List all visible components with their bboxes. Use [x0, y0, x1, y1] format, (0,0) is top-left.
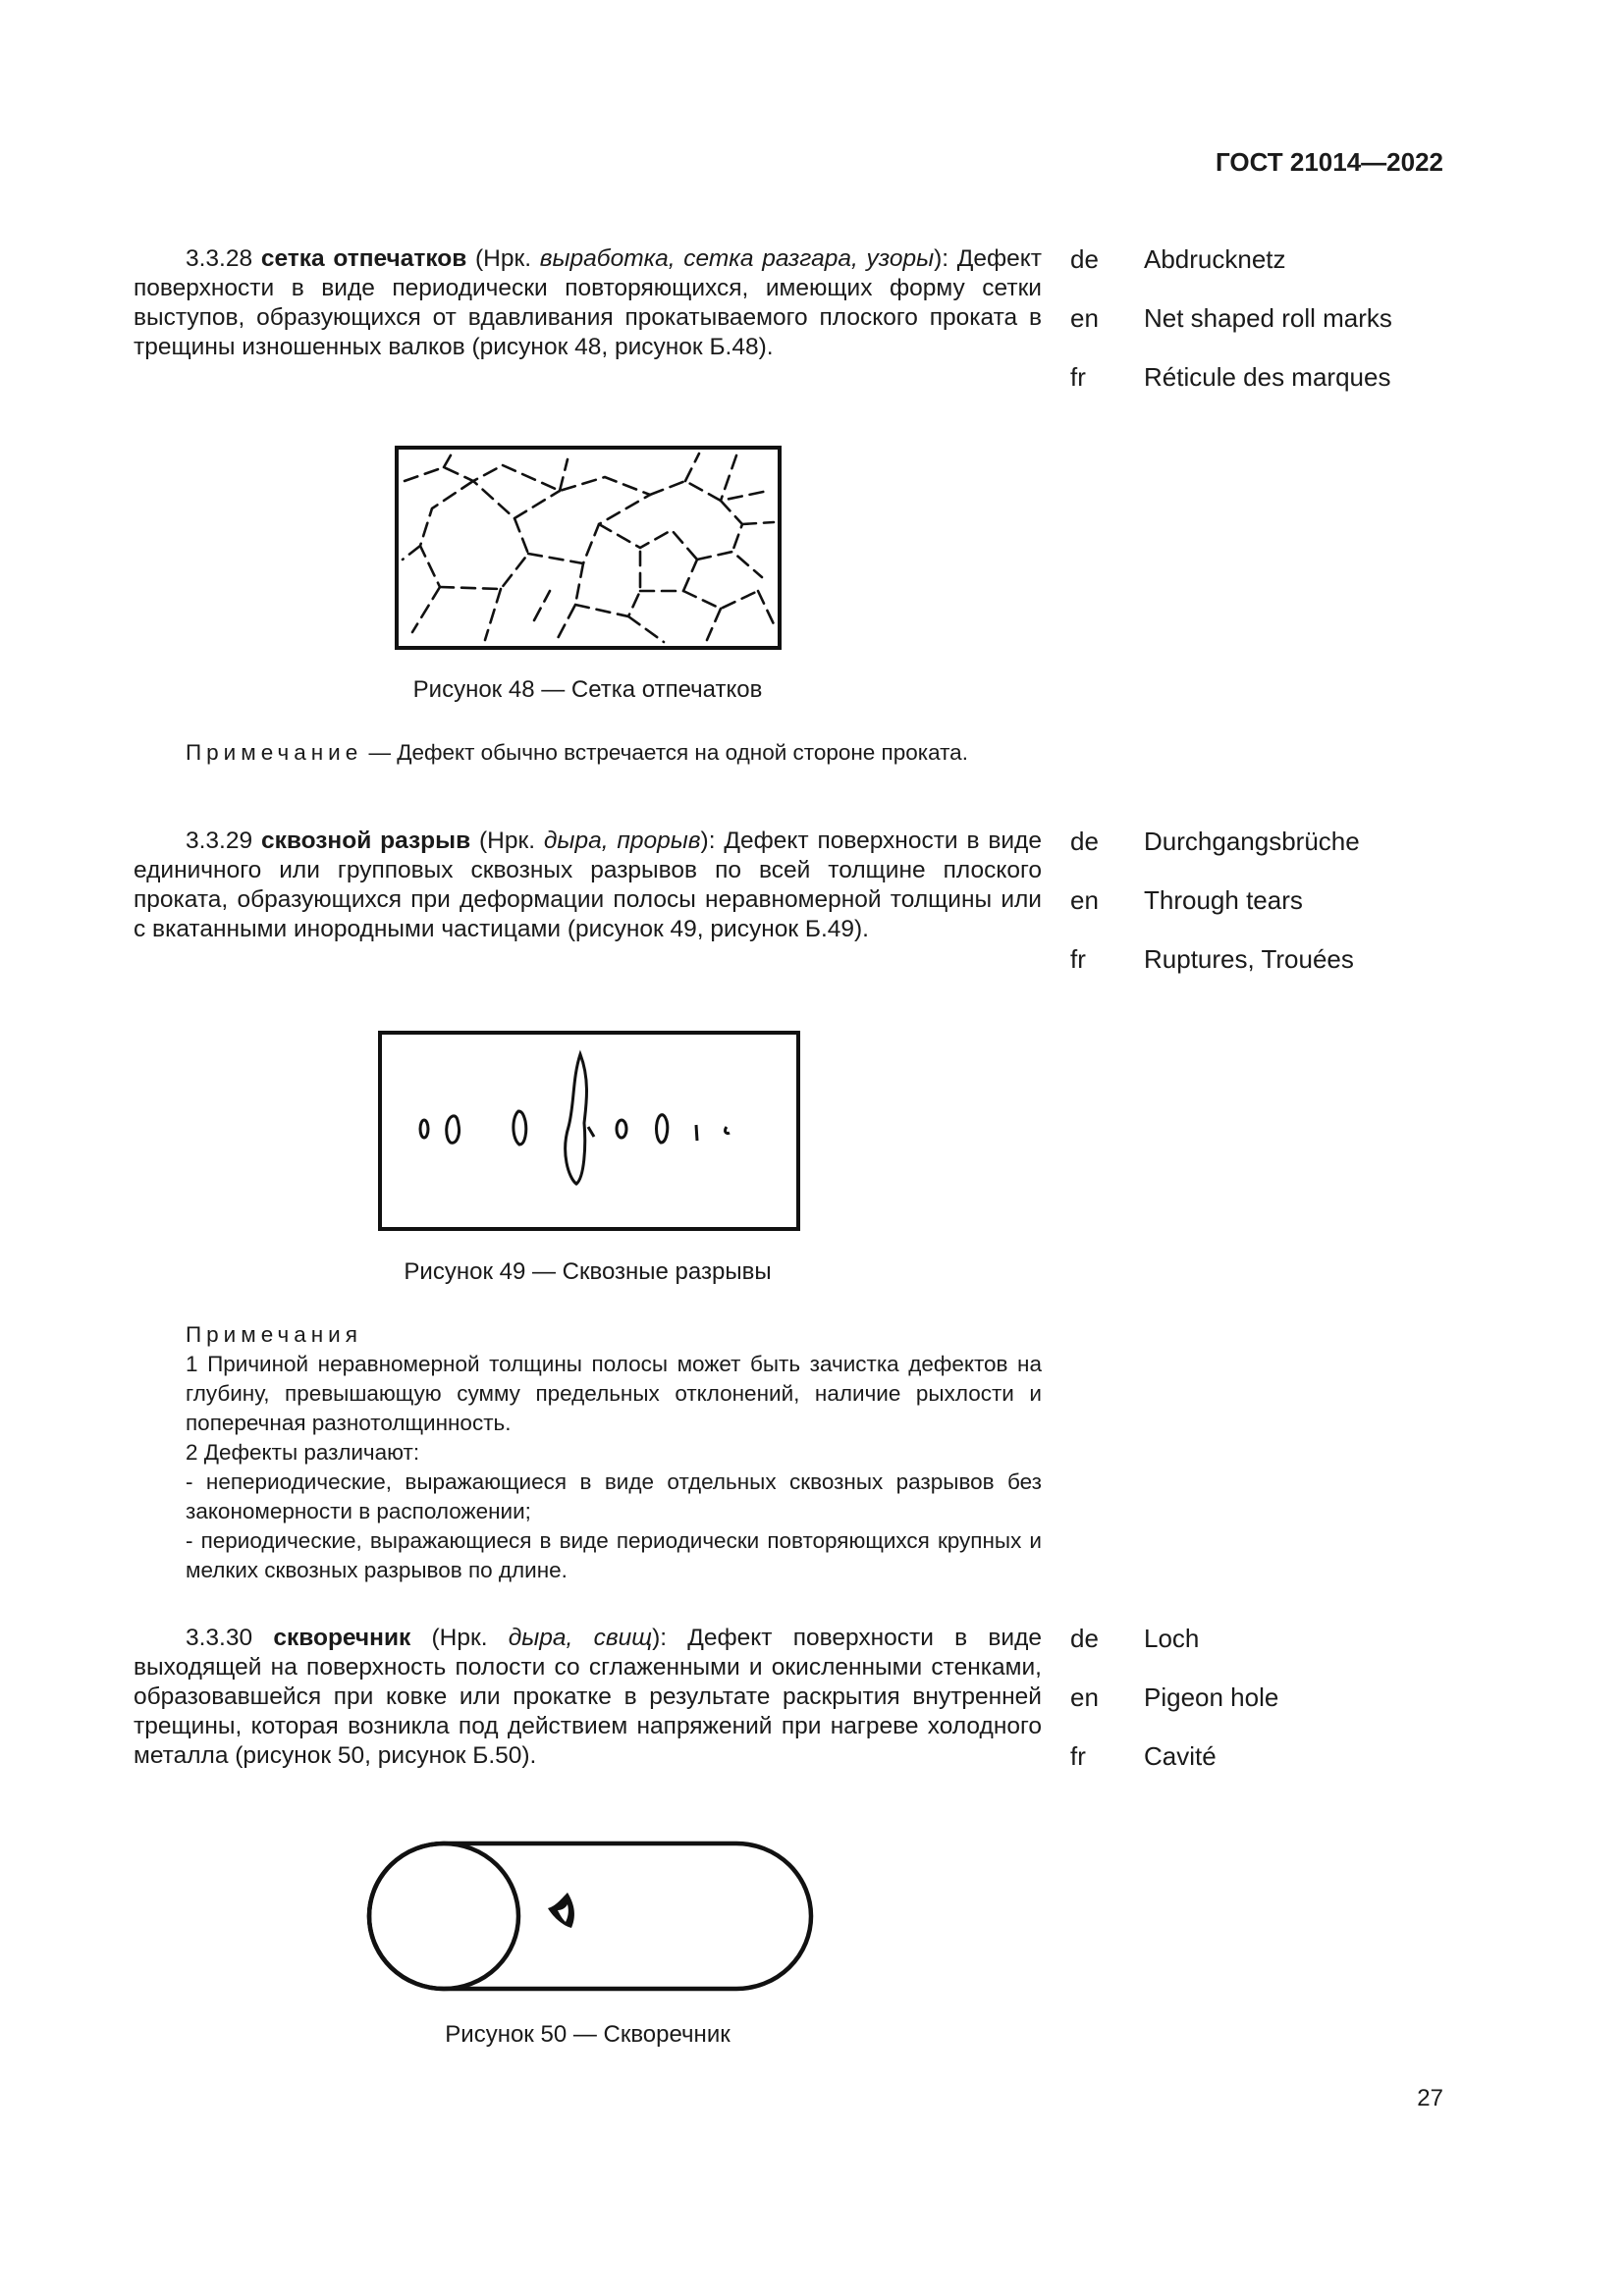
- nonrecommended-terms: выработка, сетка разгара, узоры: [539, 245, 935, 272]
- translation-term: Loch: [1144, 1624, 1200, 1653]
- term-number: 3.3.28: [186, 245, 253, 272]
- translation-term: Abdrucknetz: [1144, 244, 1286, 274]
- figure-48-net-pattern: [393, 444, 785, 652]
- term-title: сетка отпечатков: [260, 245, 467, 272]
- lang-code: fr: [1070, 362, 1086, 392]
- definition-3-3-30: [134, 1624, 1042, 1771]
- lang-code: de: [1070, 244, 1099, 274]
- figure-49-through-tears: [376, 1029, 802, 1233]
- definition-text: ): Дефект поверхности в виде единичного или групповых сквозных разрывов по всей толщине плоского проката, образующихся при деформации полосы неравномерной толщины или с вкатанными инородными частицами (рисунок 49, рисунок Б.49).: [134, 828, 1042, 942]
- translations-3-3-29: [1070, 827, 1463, 1003]
- note-item-1: 1 Причиной неравномерной толщины полосы может быть зачистка дефектов на глубину, превышающую сумму предельных отклонений, наличие рыхлости и поперечная разнотолщинность.: [186, 1352, 1042, 1435]
- term-number: 3.3.29: [186, 828, 253, 854]
- notes-3-3-29: [134, 1320, 1042, 1585]
- translation-term: Net shaped roll marks: [1144, 303, 1392, 333]
- note-item-2: 2 Дефекты различают:: [186, 1440, 420, 1465]
- lang-code: en: [1070, 885, 1099, 915]
- definition-text: ): Дефект поверхности в виде выходящей на поверхность полости со сглаженными и окисленными стенками, образовавшейся при ковке или прокатке в результате раскрытия внутренней трещины, которая возникла под действием напряжений при нагреве холодного металла (рисунок 50, рисунок Б.50).: [134, 1625, 1042, 1769]
- nrk-open: (Нрк.: [466, 245, 540, 272]
- translation-term: Pigeon hole: [1144, 1682, 1279, 1712]
- figure-49-caption: Рисунок 49 — Сквозные разрывы: [404, 1258, 772, 1285]
- note-label: Примечание: [186, 740, 363, 765]
- note-3-3-28: [134, 738, 1042, 768]
- translation-term: Réticule des marques: [1144, 362, 1391, 392]
- page-number: 27: [1417, 2085, 1443, 2111]
- translations-3-3-28: [1070, 244, 1463, 421]
- figure-48-caption: Рисунок 48 — Сетка отпечатков: [412, 676, 763, 703]
- term-title: скворечник: [273, 1625, 411, 1651]
- lang-code: de: [1070, 827, 1099, 856]
- lang-code: en: [1070, 303, 1099, 333]
- lang-code: fr: [1070, 1741, 1086, 1771]
- figure-50-pigeon-hole: [361, 1838, 819, 1995]
- definition-3-3-28: [134, 244, 1042, 362]
- nrk-open: (Нрк.: [410, 1625, 509, 1651]
- document-standard-header: ГОСТ 21014—2022: [1216, 147, 1443, 177]
- translations-3-3-30: [1070, 1624, 1463, 1800]
- nonrecommended-terms: дыра, прорыв: [543, 828, 701, 854]
- lang-code: de: [1070, 1624, 1099, 1653]
- translation-term: Through tears: [1144, 885, 1303, 915]
- lang-code: en: [1070, 1682, 1099, 1712]
- note-item-4: - периодические, выражающиеся в виде периодически повторяющихся крупных и мелких сквозных разрывов по длине.: [186, 1528, 1042, 1582]
- translation-term: Ruptures, Trouées: [1144, 944, 1354, 974]
- nonrecommended-terms: дыра, свищ: [508, 1625, 653, 1651]
- term-title: сквозной разрыв: [260, 828, 471, 854]
- figure-50-caption: Рисунок 50 — Скворечник: [445, 2021, 731, 2048]
- note-item-3: - непериодические, выражающиеся в виде отдельных сквозных разрывов без закономерности в расположении;: [186, 1469, 1042, 1523]
- note-text: — Дефект обычно встречается на одной стороне проката.: [362, 740, 968, 765]
- definition-3-3-29: [134, 827, 1042, 944]
- lang-code: fr: [1070, 944, 1086, 974]
- term-number: 3.3.30: [186, 1625, 253, 1651]
- translation-term: Cavité: [1144, 1741, 1217, 1771]
- translation-term: Durchgangsbrüche: [1144, 827, 1360, 856]
- notes-label: Примечания: [186, 1322, 362, 1347]
- nrk-open: (Нрк.: [470, 828, 544, 854]
- definition-text: ): Дефект поверхности в виде периодически повторяющихся, имеющих форму сетки выступов, образующихся от вдавливания прокатываемого плоского проката в трещины изношенных валков (рисунок 48, рисунок Б.48).: [134, 245, 1042, 360]
